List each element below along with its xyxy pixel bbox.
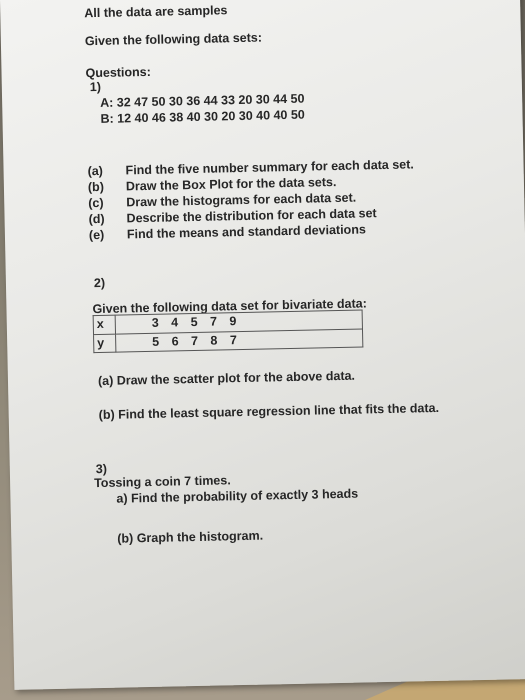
- q2-part-a: (a) Draw the scatter plot for the above data.: [97, 368, 356, 389]
- x-label: x: [93, 315, 115, 334]
- q2-part-b: (b) Find the least square regression line that fits the data.: [98, 400, 440, 423]
- q3-intro: Tossing a coin 7 times.: [93, 473, 231, 491]
- item-tag: (c): [88, 195, 104, 211]
- item-text: Find the means and standard deviations: [126, 222, 366, 242]
- item-tag: (e): [88, 227, 105, 243]
- q3-part-b: (b) Graph the histogram.: [117, 528, 264, 546]
- item-tag: (a): [87, 163, 104, 179]
- item-text: Draw the histograms for each data set.: [126, 190, 357, 210]
- item-text: Find the five number summary for each data set.: [125, 157, 414, 178]
- q3-number: 3): [95, 461, 108, 477]
- item-text: Describe the distribution for each data set: [126, 206, 377, 226]
- y-values: 5 6 7 8 7: [116, 329, 363, 353]
- q2-intro: Given the following data set for bivariate data:: [92, 296, 367, 317]
- questions-label: Questions:: [85, 64, 151, 81]
- item-tag: (b): [87, 179, 105, 195]
- q1-number: 1): [89, 79, 102, 95]
- item-tag: (d): [88, 211, 105, 227]
- q2-number: 2): [93, 275, 106, 291]
- intro-text: Given the following data sets:: [84, 30, 263, 49]
- y-label: y: [94, 334, 116, 353]
- bivariate-table: [93, 309, 364, 353]
- data-set-b: B: 12 40 46 38 40 30 20 30 40 40 50: [100, 107, 305, 126]
- worksheet-content: [84, 0, 504, 546]
- data-set-a: A: 32 47 50 30 36 44 33 20 30 44 50: [100, 91, 305, 110]
- header-note: All the data are samples: [84, 3, 228, 21]
- x-values: 3 4 5 7 9: [115, 310, 362, 334]
- q3-part-a: a) Find the probability of exactly 3 heads: [116, 486, 359, 506]
- item-text: Draw the Box Plot for the data sets.: [125, 174, 337, 194]
